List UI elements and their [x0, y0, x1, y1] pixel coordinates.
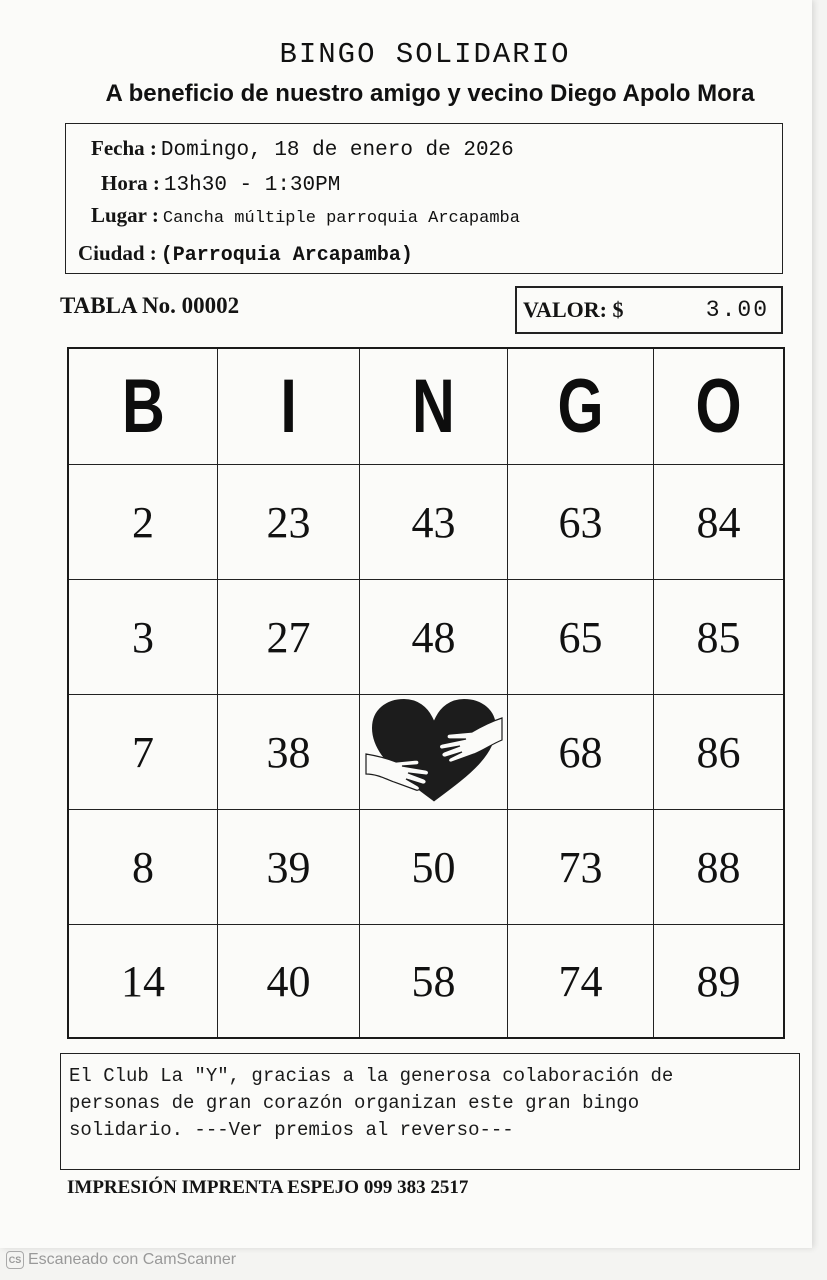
fecha-value: Domingo, 18 de enero de 2026 — [160, 139, 514, 162]
number-cell: 39 — [218, 810, 360, 925]
camscanner-text: Escaneado con CamScanner — [28, 1251, 237, 1268]
number-cell: 85 — [654, 580, 783, 695]
header-letter: G — [557, 364, 604, 449]
number-cell: 58 — [360, 925, 508, 1037]
number-cell: 65 — [508, 580, 654, 695]
footer-line: personas de gran corazón organizan este gran bingo — [69, 1092, 640, 1114]
number-cell: 89 — [696, 956, 741, 1006]
header-cell-g — [508, 349, 654, 465]
camscanner-logo-icon: CS — [6, 1251, 24, 1269]
number-cell: 88 — [654, 810, 783, 925]
number-cell: 50 — [360, 810, 508, 925]
number-cell: 14 — [69, 925, 218, 1037]
lugar-row — [91, 203, 520, 228]
valor-label: VALOR: $ — [523, 297, 624, 322]
header-letter: N — [412, 364, 455, 449]
number-cell: 86 — [654, 695, 783, 810]
number-cell: 38 — [218, 695, 360, 810]
page-subtitle: A beneficio de nuestro amigo y vecino Diego Apolo Mora — [105, 80, 755, 107]
lugar-value: Cancha múltiple parroquia Arcapamba — [162, 209, 520, 228]
bingo-card-grid — [67, 347, 785, 1039]
header-letter: O — [695, 364, 742, 449]
heart-hands-icon — [364, 695, 504, 810]
header-letter: I — [280, 364, 297, 449]
ciudad-value: (Parroquia Arcapamba) — [160, 244, 413, 267]
footer-line: El Club La "Y", gracias a la generosa colaboración de — [69, 1065, 674, 1087]
hora-label: Hora : — [101, 171, 160, 195]
number-cell: 74 — [508, 925, 654, 1037]
number-cell: 84 — [654, 465, 783, 580]
hora-value: 13h30 - 1:30PM — [163, 174, 341, 197]
number-cell: 3 — [69, 580, 218, 695]
number-cell: 7 — [69, 695, 218, 810]
camscanner-watermark — [6, 1251, 236, 1269]
number-cell: 23 — [218, 465, 360, 580]
ciudad-row — [78, 241, 413, 267]
valor-value: 3.00 — [705, 297, 769, 323]
header-cell-n — [360, 349, 508, 465]
hora-row — [101, 171, 340, 197]
lugar-label: Lugar : — [91, 203, 159, 227]
valor-box — [515, 286, 783, 334]
header-cell-o — [654, 349, 783, 465]
printer-credit: IMPRESIÓN IMPRENTA ESPEJO 099 383 2517 — [67, 1177, 469, 1198]
page-title: BINGO SOLIDARIO — [279, 38, 571, 71]
event-info-box — [65, 123, 783, 274]
number-cell: 8 — [69, 810, 218, 925]
number-cell: 40 — [218, 925, 360, 1037]
number-cell: 63 — [508, 465, 654, 580]
number-cell: 48 — [360, 580, 508, 695]
footer-line: solidario. ---Ver premios al reverso--- — [69, 1119, 514, 1141]
header-cell-b — [69, 349, 218, 465]
header-cell-i — [218, 349, 360, 465]
fecha-label: Fecha : — [91, 136, 157, 160]
free-space-cell — [360, 695, 508, 810]
tabla-number: TABLA No. 00002 — [60, 293, 240, 318]
ciudad-label: Ciudad : — [78, 241, 157, 265]
fecha-row — [91, 136, 514, 162]
number-cell: 43 — [360, 465, 508, 580]
header-letter: B — [121, 364, 165, 449]
number-cell: 73 — [508, 810, 654, 925]
number-cell: 2 — [69, 465, 218, 580]
footer-note-box — [60, 1053, 800, 1170]
number-cell: 68 — [508, 695, 654, 810]
number-cell: 27 — [218, 580, 360, 695]
